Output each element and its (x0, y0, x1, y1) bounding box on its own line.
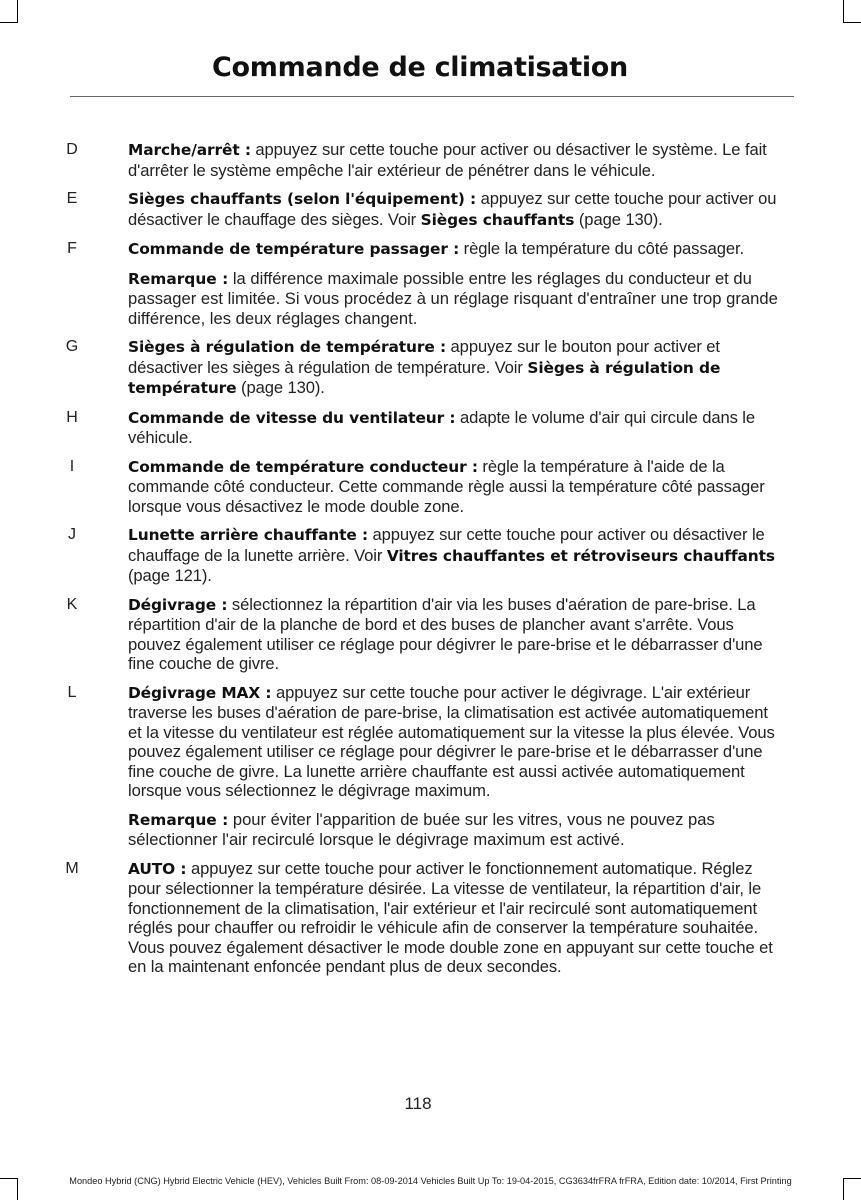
remark-text: pour éviter l'apparition de buée sur les vitres, vous ne pouvez pas sélectionner l'air recirculé lorsque le dégivrage maximum est activé. (128, 809, 715, 849)
page-reference: (page 121). (128, 566, 212, 585)
page-reference: (page 130). (574, 209, 663, 229)
item-term: Sièges chauffants (selon l'équipement) : (128, 190, 477, 208)
cross-reference-link[interactable]: Sièges chauffants (420, 210, 575, 229)
footer-info: Mondeo Hybrid (CNG) Hybrid Electric Vehicle (HEV), Vehicles Built From: 08-09-2014 Vehicles Built Up To: 19-04-2015, CG3634frFRA frFRA, Edition date: 10/2014, First Printing (69, 1176, 792, 1186)
page-title: Commande de climatisation (212, 52, 628, 83)
item-description (128, 408, 784, 448)
item-letter: E (66, 190, 78, 207)
item-term: Sièges à régulation de température : (128, 338, 447, 356)
crop-mark (843, 0, 844, 22)
item-text: appuyez sur cette touche pour activer ou désactiver le système. Le fait d'arrêter le système empêche l'air extérieur de pénétrer dans le véhicule. (128, 140, 767, 180)
item-text: appuyez sur cette touche pour activer le dégivrage. L'air extérieur traverse les buses d'aération de pare-brise, la climatisation est activée automatiquement et la vitesse du ventilateur est réglée automatiquement sur la vitesse la plus élevée. Vous pouvez également utiliser ce réglage pour dégivrer le pare-brise et le débarrasser d'une fine couche de givre. La lunette arrière chauffante est aussi activée automatiquement lorsque vous sélectionnez le dégivrage maximum. (128, 682, 775, 800)
remark-text: la différence maximale possible entre les réglages du conducteur et du passager est limitée. Si vous procédez à un réglage risquant d'entraîner une trop grande différence, les deux réglages changent. (128, 268, 778, 328)
item-text: appuyez sur le bouton pour activer et désactiver les sièges à régulation de température. Voir (128, 337, 720, 377)
item-term: Commande de vitesse du ventilateur : (128, 408, 456, 427)
item-term: Dégivrage : (128, 595, 228, 614)
item-term: AUTO : (128, 859, 187, 878)
page-reference: (page 130). (236, 378, 325, 397)
item-term: Dégivrage MAX : (128, 683, 272, 702)
item-description (128, 525, 784, 586)
remark-label: Remarque : (128, 810, 229, 829)
item-letter: H (66, 408, 78, 426)
control-item (0, 457, 861, 517)
remark-note (128, 269, 784, 329)
cross-reference-link[interactable]: Vitres chauffantes et rétroviseurs chauffants (386, 546, 775, 565)
item-term: Commande de température passager : (128, 240, 460, 258)
item-letter: F (67, 240, 77, 257)
crop-mark (0, 22, 18, 23)
item-term: Commande de température conducteur : (128, 457, 478, 476)
item-description (128, 859, 784, 977)
item-term: Lunette arrière chauffante : (128, 526, 369, 544)
item-description (128, 140, 784, 180)
control-item (0, 683, 861, 801)
control-item (0, 337, 861, 399)
page-number: 118 (404, 1094, 432, 1113)
item-term: Marche/arrêt : (128, 141, 251, 159)
item-letter: J (68, 526, 76, 543)
item-text: appuyez sur cette touche pour activer ou désactiver le chauffage des sièges. Voir (128, 189, 777, 229)
item-letter: G (65, 338, 79, 355)
control-item (0, 189, 861, 230)
item-letter: I (69, 457, 75, 475)
control-item (0, 595, 861, 674)
item-text: adapte le volume d'air qui circule dans le véhicule. (128, 407, 756, 447)
item-description (128, 683, 784, 801)
item-letter: K (66, 595, 78, 613)
crop-mark (17, 0, 18, 22)
item-text: appuyez sur cette touche pour activer ou désactiver le chauffage de la lunette arrière. Voir (128, 525, 765, 565)
control-item (0, 525, 861, 586)
control-item (0, 239, 861, 260)
item-description (128, 595, 784, 674)
control-item (0, 859, 861, 977)
item-text: appuyez sur cette touche pour activer le fonctionnement automatique. Réglez pour sélectionner la température désirée. La vitesse de ventilateur, la répartition d'air, le fonctionnement de la climatisation, l'air extérieur et l'air recirculé sont automatiquement réglés pour chauffer ou refroidir le véhicule afin de conserver la température souhaitée. Vous pouvez également désactiver le mode double zone en appuyant sur cette touche et en la maintenant enfoncée pendant plus de deux secondes. (128, 858, 773, 976)
item-letter: D (66, 141, 78, 158)
cross-reference-link[interactable]: Sièges à régulation de température (128, 358, 721, 397)
control-item (0, 140, 861, 180)
item-text: règle la température à l'aide de la commande côté conducteur. Cette commande règle aussi la température côté passager lorsque vous désactivez le mode double zone. (128, 456, 765, 516)
item-description (128, 189, 784, 230)
item-description (128, 457, 784, 517)
item-letter: M (65, 859, 79, 877)
item-letter: L (67, 683, 77, 701)
item-text: règle la température du côté passager. (459, 239, 744, 258)
item-description (128, 337, 784, 399)
control-list (0, 140, 861, 986)
control-item (0, 408, 861, 448)
title-rule (70, 96, 794, 97)
remark-note (128, 810, 784, 850)
item-text: sélectionnez la répartition d'air via les buses d'aération de pare-brise. La répartition d'air de la planche de bord et des buses de plancher avant s'arrête. Vous pouvez également utiliser ce réglage pour dégivrer le pare-brise et le débarrasser d'une fine couche de givre. (128, 594, 763, 673)
item-description (128, 239, 784, 260)
crop-mark (843, 22, 861, 23)
remark-label: Remarque : (128, 269, 229, 288)
